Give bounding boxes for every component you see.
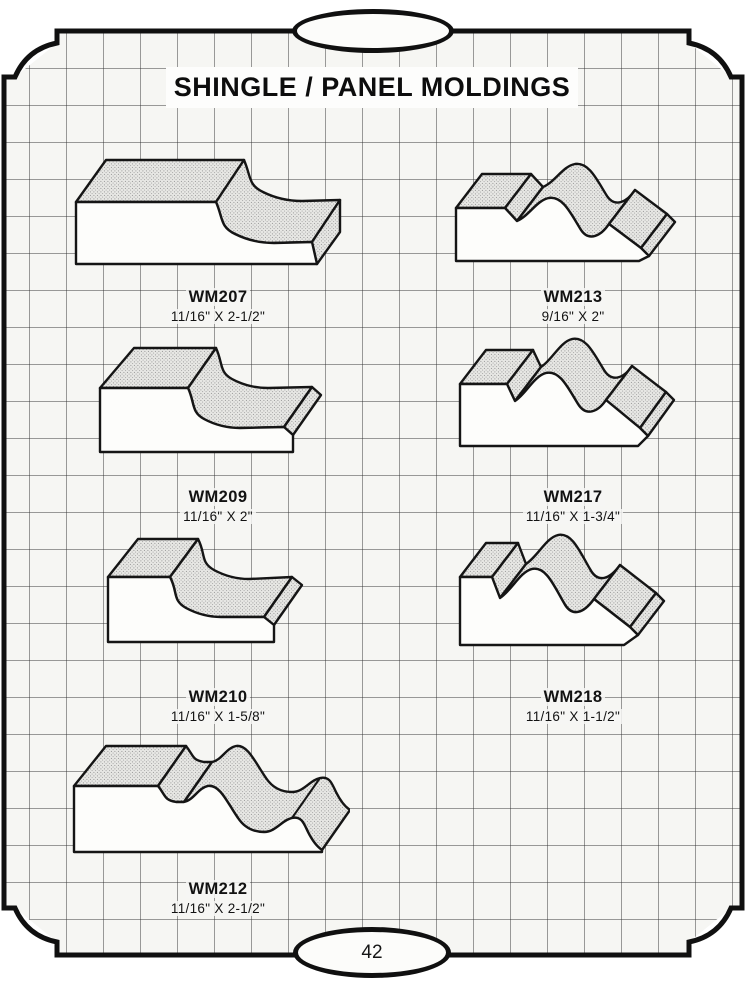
label-wm218 — [463, 688, 683, 724]
page-title-text: SHINGLE / PANEL MOLDINGS — [173, 72, 571, 102]
molding-illustration-wm207 — [58, 142, 348, 287]
molding-size: 9/16" X 2" — [463, 309, 683, 324]
molding-size: 11/16" X 1-3/4" — [463, 509, 683, 524]
molding-model: WM218 — [463, 688, 683, 707]
page-number-ellipse — [293, 927, 451, 978]
molding-illustration-wm210 — [98, 532, 333, 669]
page-title — [166, 67, 578, 108]
label-wm210 — [108, 688, 328, 724]
molding-model: WM213 — [463, 288, 683, 307]
label-wm217 — [463, 488, 683, 524]
molding-model: WM209 — [108, 488, 328, 507]
molding-illustration-wm212 — [58, 726, 350, 873]
molding-size: 11/16" X 2-1/2" — [108, 309, 328, 324]
molding-size: 11/16" X 1-1/2" — [463, 709, 683, 724]
molding-illustration-wm209 — [88, 340, 333, 477]
molding-model: WM212 — [108, 880, 328, 899]
molding-illustration-wm217 — [452, 336, 687, 473]
molding-size: 11/16" X 1-5/8" — [108, 709, 328, 724]
label-wm207 — [108, 288, 328, 324]
molding-model: WM217 — [463, 488, 683, 507]
label-wm209 — [108, 488, 328, 524]
molding-size: 11/16" X 2-1/2" — [108, 901, 328, 916]
molding-model: WM207 — [108, 288, 328, 307]
molding-model: WM210 — [108, 688, 328, 707]
page-number: 42 — [361, 941, 383, 963]
molding-illustration-wm213 — [443, 158, 688, 285]
label-wm212 — [108, 880, 328, 916]
molding-size: 11/16" X 2" — [108, 509, 328, 524]
label-wm213 — [463, 288, 683, 324]
top-ellipse-ornament — [292, 9, 454, 53]
molding-illustration-wm218 — [452, 532, 687, 669]
